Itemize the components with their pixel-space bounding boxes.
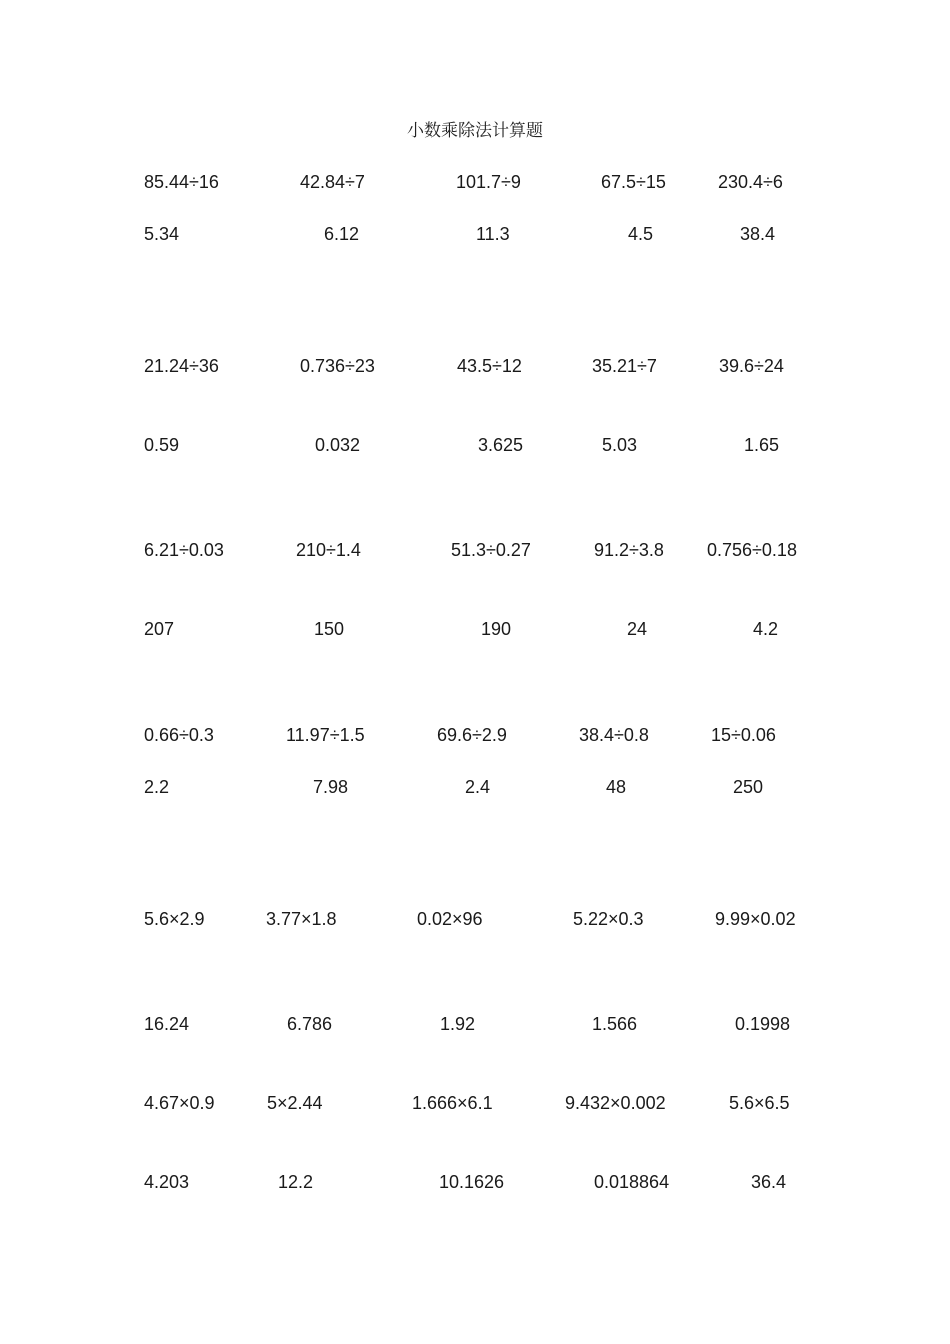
problem-cell: 101.7÷9 (456, 172, 521, 192)
problem-cell: 1.666×6.1 (412, 1093, 493, 1113)
answer-cell: 3.625 (478, 435, 524, 455)
answer-cell: 6.12 (324, 224, 360, 244)
problem-cell: 21.24÷36 (144, 356, 219, 376)
problem-cell: 6.21÷0.03 (144, 540, 224, 560)
problem-cell: 91.2÷3.8 (594, 540, 664, 560)
problem-cell: 0.736÷23 (300, 356, 375, 376)
answer-cell: 4.5 (628, 224, 654, 244)
grid-row (0, 617, 950, 641)
answer-cell: 5.03 (602, 435, 638, 455)
answer-cell: 207 (144, 619, 175, 639)
answer-cell: 5.34 (144, 224, 180, 244)
page-title: 小数乘除法计算题 (407, 121, 543, 141)
problem-cell: 210÷1.4 (296, 540, 361, 560)
answer-cell: 190 (481, 619, 512, 639)
problem-cell: 230.4÷6 (718, 172, 783, 192)
grid-row (0, 775, 950, 799)
problem-cell: 4.67×0.9 (144, 1093, 215, 1113)
problem-cell: 15÷0.06 (711, 725, 776, 745)
problem-cell: 3.77×1.8 (266, 909, 337, 929)
grid-row (0, 1170, 950, 1194)
grid-row (0, 1012, 950, 1036)
problem-cell: 42.84÷7 (300, 172, 365, 192)
answer-cell: 48 (606, 777, 627, 797)
grid-row (0, 538, 950, 562)
answer-cell: 6.786 (287, 1014, 333, 1034)
grid-row (0, 907, 950, 931)
answer-cell: 150 (314, 619, 345, 639)
answer-cell: 250 (733, 777, 764, 797)
answer-cell: 1.92 (440, 1014, 476, 1034)
problem-cell: 9.432×0.002 (565, 1093, 666, 1113)
problem-cell: 43.5÷12 (457, 356, 522, 376)
grid-row (0, 723, 950, 747)
problem-cell: 38.4÷0.8 (579, 725, 649, 745)
problem-cell: 67.5÷15 (601, 172, 666, 192)
problem-cell: 69.6÷2.9 (437, 725, 507, 745)
answer-cell: 0.018864 (594, 1172, 670, 1192)
answer-cell: 0.59 (144, 435, 180, 455)
problem-cell: 9.99×0.02 (715, 909, 796, 929)
problem-cell: 5.6×6.5 (729, 1093, 790, 1113)
problem-cell: 5×2.44 (267, 1093, 323, 1113)
answer-cell: 12.2 (278, 1172, 314, 1192)
answer-cell: 36.4 (751, 1172, 787, 1192)
answer-cell: 24 (627, 619, 648, 639)
grid-row (0, 170, 950, 194)
answer-cell: 2.4 (465, 777, 491, 797)
answer-cell: 0.1998 (735, 1014, 791, 1034)
grid-row (0, 222, 950, 246)
problem-cell: 5.6×2.9 (144, 909, 205, 929)
problem-cell: 0.66÷0.3 (144, 725, 214, 745)
problem-cell: 5.22×0.3 (573, 909, 644, 929)
answer-cell: 2.2 (144, 777, 170, 797)
grid-row (0, 1091, 950, 1115)
answer-cell: 1.65 (744, 435, 780, 455)
problem-cell: 11.97÷1.5 (286, 725, 365, 745)
answer-cell: 0.032 (315, 435, 361, 455)
answer-cell: 16.24 (144, 1014, 190, 1034)
answer-cell: 4.203 (144, 1172, 190, 1192)
problem-cell: 35.21÷7 (592, 356, 657, 376)
answer-cell: 38.4 (740, 224, 776, 244)
problem-cell: 85.44÷16 (144, 172, 219, 192)
problem-cell: 51.3÷0.27 (451, 540, 531, 560)
problem-cell: 0.02×96 (417, 909, 483, 929)
problem-cell: 0.756÷0.18 (707, 540, 797, 560)
answer-cell: 10.1626 (439, 1172, 505, 1192)
answer-cell: 4.2 (753, 619, 779, 639)
answer-cell: 11.3 (476, 224, 510, 244)
grid-row (0, 433, 950, 457)
answer-cell: 1.566 (592, 1014, 638, 1034)
problem-cell: 39.6÷24 (719, 356, 784, 376)
answer-cell: 7.98 (313, 777, 349, 797)
grid-row (0, 354, 950, 378)
